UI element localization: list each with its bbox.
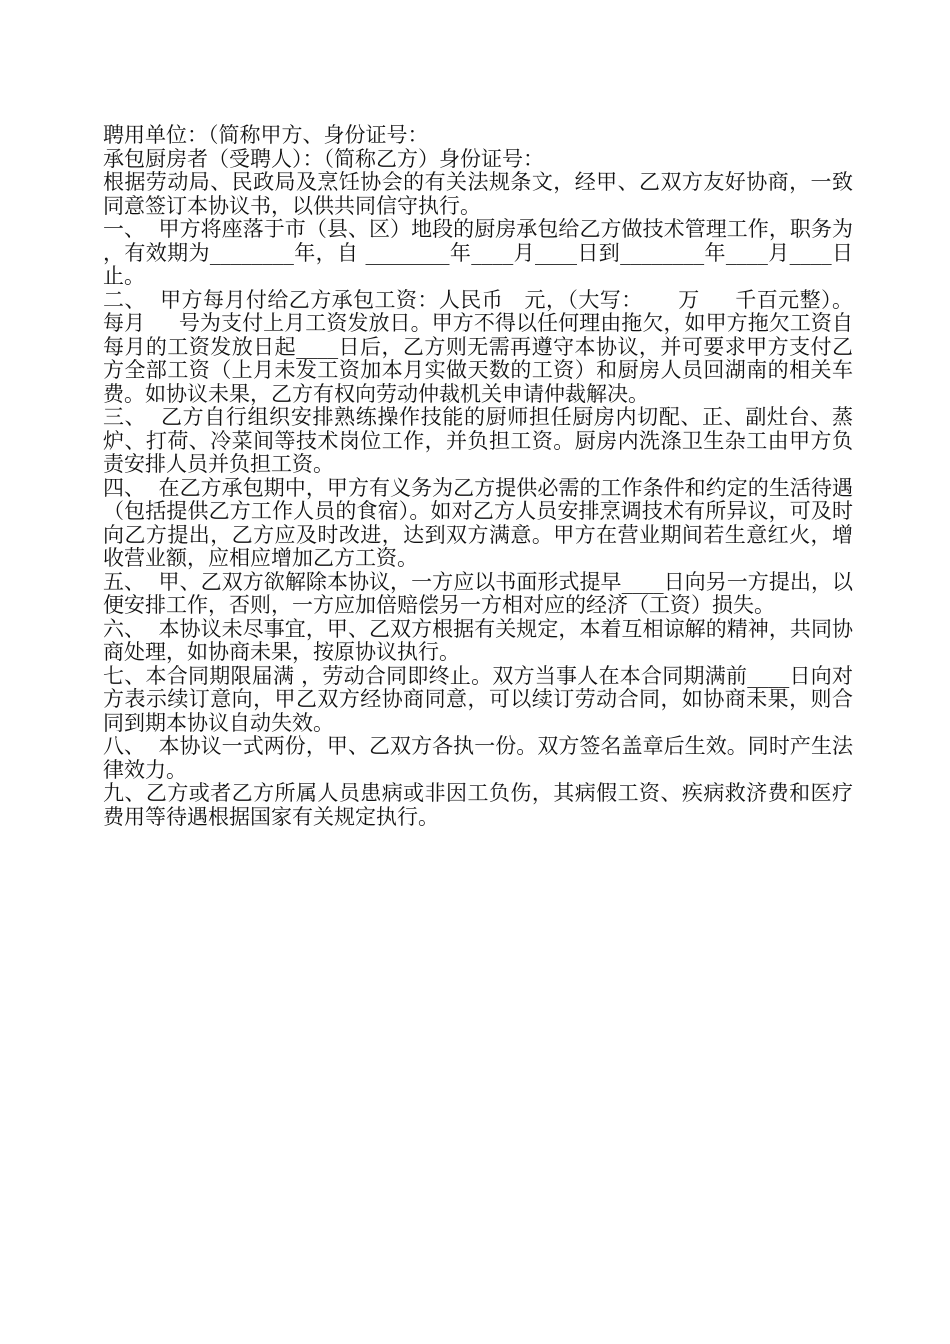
clause-8: 八、 本协议一式两份，甲、乙双方各执一份。双方签名盖章后生效。同时产生法律效力。 (103, 734, 853, 782)
clause-7: 七、本合同期限届满 ，劳动合同即终止。双方当事人在本合同期满前____日向对方表示续订意向，甲乙双方经协商同意，可以续订劳动合同，如协商未果，则合同到期本协议自动失效。 (103, 663, 853, 735)
document-body (103, 123, 907, 829)
clause-9: 九、乙方或者乙方所属人员患病或非因工负伤，其病假工资、疾病救济费和医疗费用等待遇根据国家有关规定执行。 (103, 781, 853, 829)
preamble-paragraph: 根据劳动局、民政局及烹饪协会的有关法规条文，经甲、乙双方友好协商，一致同意签订本协议书，以供共同信守执行。 (103, 170, 853, 218)
clause-4: 四、 在乙方承包期中，甲方有义务为乙方提供必需的工作条件和约定的生活待遇（包括提供乙方工作人员的食宿）。如对乙方人员安排烹调技术有所异议，可及时向乙方提出，乙方应及时改进，达到双方满意。甲方在营业期间若生意红火，增收营业额，应相应增加乙方工资。 (103, 475, 853, 570)
clause-1: 一、 甲方将座落于市（县、区）地段的厨房承包给乙方做技术管理工作，职务为 ，有效期为________年，自 ________年____月____日到________年____月____日 止。 (103, 217, 907, 288)
contractor-line: 承包厨房者（受聘人）：（简称乙方）身份证号： (103, 146, 544, 171)
clause-5: 五、 甲、乙双方欲解除本协议，一方应以书面形式提早____日向另一方提出，以便安排工作，否则，一方应加倍赔偿另一方相对应的经济（工资）损失。 (103, 569, 853, 617)
clause-6: 六、 本协议未尽事宜，甲、乙双方根据有关规定，本着互相谅解的精神，共同协商处理，如协商未果，按原协议执行。 (103, 616, 853, 664)
employer-line: 聘用单位：（简称甲方、身份证号： (103, 123, 429, 147)
clause-2: 二、 甲方每月付给乙方承包工资：人民币 元，（大写： 万 千百元整）。每月 号为支付上月工资发放日。甲方不得以任何理由拖欠，如甲方拖欠工资自每月的工资发放日起____日后，乙方则无需再遵守本协议，并可要求甲方支付乙方全部工资（上月未发工资加本月实做天数的工资）和厨房人员回湖南的相关车费。如协议未果，乙方有权向劳动仲裁机关申请仲裁解决。 (103, 287, 853, 406)
clause-3: 三、 乙方自行组织安排熟练操作技能的厨师担任厨房内切配、正、副灶台、蒸炉、打荷、冷菜间等技术岗位工作，并负担工资。厨房内洗涤卫生杂工由甲方负责安排人员并负担工资。 (103, 405, 853, 476)
